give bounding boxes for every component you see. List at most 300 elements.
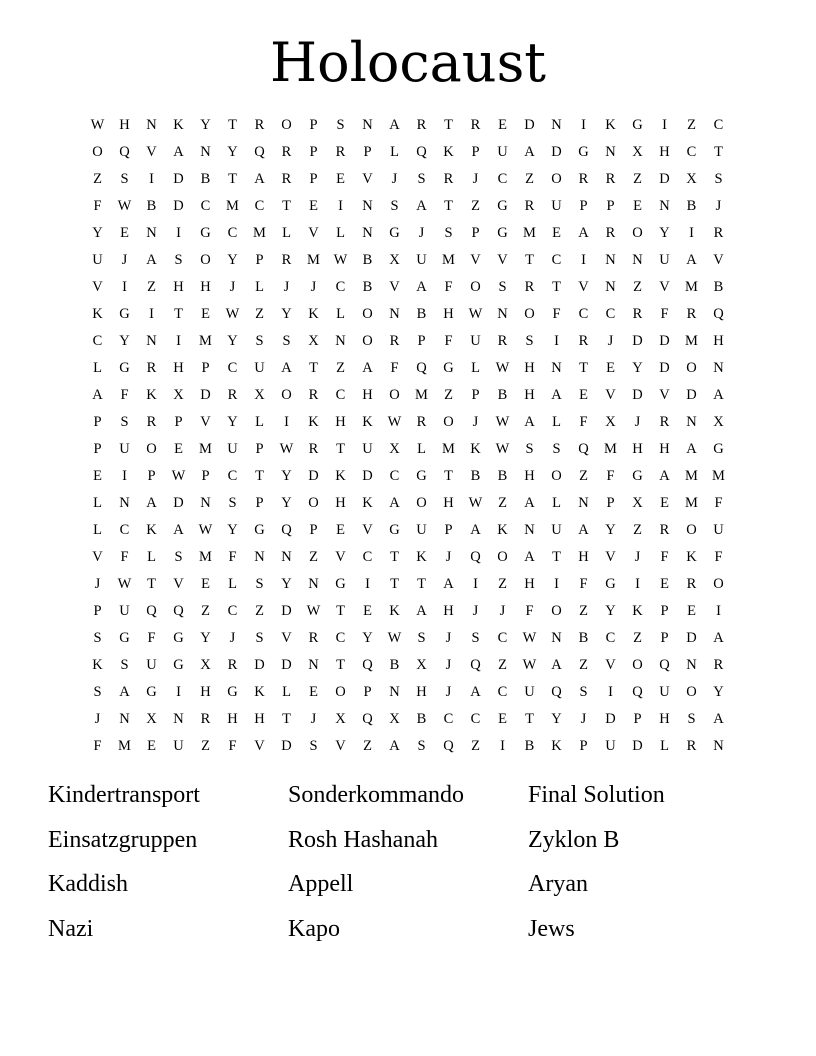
grid-letter: A — [443, 576, 454, 592]
grid-letter: H — [578, 549, 589, 565]
grid-letter: A — [551, 387, 562, 403]
grid-letter: Y — [119, 333, 130, 349]
grid-letter: V — [281, 630, 292, 646]
grid-letter: K — [173, 117, 184, 133]
grid-letter: V — [659, 387, 670, 403]
grid-letter: R — [659, 522, 670, 538]
grid-letter: D — [524, 117, 535, 133]
grid-letter: G — [443, 360, 454, 376]
grid-letter: O — [470, 279, 481, 295]
grid-letter: H — [659, 711, 670, 727]
word-list-item: Final Solution — [528, 782, 665, 808]
grid-letter: X — [200, 657, 211, 673]
grid-letter: K — [92, 657, 103, 673]
grid-letter: T — [525, 252, 534, 268]
grid-letter: S — [498, 279, 507, 295]
grid-letter: S — [579, 684, 588, 700]
grid-letter: D — [281, 657, 292, 673]
grid-letter: S — [444, 225, 453, 241]
grid-letter: C — [605, 630, 616, 646]
grid-letter: Y — [227, 144, 238, 160]
grid-letter: P — [363, 684, 372, 700]
grid-letter: E — [147, 738, 156, 754]
grid-letter: K — [146, 387, 157, 403]
grid-letter: D — [551, 144, 562, 160]
grid-letter: P — [309, 144, 318, 160]
grid-letter: W — [117, 576, 132, 592]
grid-letter: P — [633, 711, 642, 727]
grid-letter: U — [92, 252, 103, 268]
grid-letter: Y — [605, 603, 616, 619]
grid-letter: K — [362, 414, 373, 430]
grid-letter: R — [281, 252, 292, 268]
grid-letter: U — [551, 198, 562, 214]
grid-letter: U — [605, 738, 616, 754]
grid-letter: A — [686, 441, 697, 457]
grid-letter: V — [146, 144, 157, 160]
grid-letter: D — [659, 171, 670, 187]
grid-letter: C — [335, 630, 346, 646]
grid-letter: F — [93, 738, 102, 754]
grid-letter: Z — [255, 306, 264, 322]
grid-letter: I — [365, 576, 370, 592]
grid-letter: G — [497, 198, 508, 214]
word-list-item: Nazi — [48, 915, 94, 942]
grid-letter: L — [255, 279, 264, 295]
grid-letter: W — [495, 360, 510, 376]
grid-letter: I — [716, 603, 721, 619]
grid-letter: O — [632, 225, 643, 241]
grid-letter: V — [92, 549, 103, 565]
grid-letter: R — [416, 414, 427, 430]
grid-letter: G — [389, 522, 400, 538]
word-list-item: Aryan — [528, 871, 588, 897]
grid-letter: J — [283, 279, 290, 295]
grid-letter: M — [199, 333, 212, 349]
grid-letter: W — [225, 306, 240, 322]
grid-letter: W — [333, 252, 348, 268]
grid-letter: D — [659, 333, 670, 349]
grid-letter: J — [445, 630, 452, 646]
word-list — [48, 777, 768, 955]
grid-letter: E — [336, 171, 345, 187]
grid-letter: C — [443, 711, 454, 727]
grid-letter: C — [227, 603, 238, 619]
grid-letter: A — [713, 630, 724, 646]
grid-letter: S — [174, 252, 183, 268]
grid-letter: L — [228, 576, 237, 592]
grid-letter: O — [389, 387, 400, 403]
grid-letter: H — [416, 684, 427, 700]
grid-letter: A — [173, 522, 184, 538]
grid-letter: P — [417, 333, 426, 349]
grid-letter: V — [497, 252, 508, 268]
grid-letter: M — [199, 549, 212, 565]
grid-letter: F — [120, 549, 129, 565]
grid-letter: J — [229, 630, 236, 646]
grid-letter: O — [551, 603, 562, 619]
word-list-item: Rosh Hashanah — [288, 826, 438, 853]
grid-letter: O — [443, 414, 454, 430]
grid-letter: M — [685, 468, 698, 484]
grid-letter: Z — [498, 657, 507, 673]
grid-letter: X — [632, 144, 643, 160]
grid-letter: L — [552, 495, 561, 511]
grid-letter: H — [713, 333, 724, 349]
grid-letter: I — [581, 252, 586, 268]
grid-letter: M — [523, 225, 536, 241]
grid-letter: K — [416, 549, 427, 565]
grid-letter: W — [387, 630, 402, 646]
grid-letter: U — [146, 657, 157, 673]
grid-letter: A — [551, 657, 562, 673]
grid-letter: Z — [201, 738, 210, 754]
grid-letter: C — [335, 279, 346, 295]
grid-letter: M — [685, 279, 698, 295]
grid-letter: B — [362, 252, 373, 268]
grid-letter: K — [632, 603, 643, 619]
grid-letter: R — [146, 414, 157, 430]
grid-letter: J — [472, 603, 479, 619]
grid-letter: I — [176, 333, 181, 349]
grid-letter: E — [687, 603, 696, 619]
grid-letter: U — [119, 603, 130, 619]
grid-letter: O — [362, 333, 373, 349]
grid-letter: R — [254, 117, 265, 133]
grid-letter: P — [147, 468, 156, 484]
grid-letter: Q — [173, 603, 184, 619]
grid-letter: X — [173, 387, 184, 403]
grid-letter: D — [173, 198, 184, 214]
grid-letter: N — [551, 117, 562, 133]
grid-letter: J — [229, 279, 236, 295]
grid-letter: N — [686, 657, 697, 673]
grid-letter: C — [713, 117, 724, 133]
grid-letter: A — [281, 360, 292, 376]
grid-letter: R — [389, 333, 400, 349]
grid-letter: H — [443, 306, 454, 322]
grid-letter: I — [149, 171, 154, 187]
grid-letter: J — [418, 225, 425, 241]
grid-letter: J — [499, 603, 506, 619]
grid-letter: F — [390, 360, 399, 376]
grid-letter: U — [227, 441, 238, 457]
grid-letter: E — [552, 225, 561, 241]
grid-letter: K — [497, 522, 508, 538]
grid-letter: Y — [281, 468, 292, 484]
grid-letter: D — [200, 387, 211, 403]
grid-letter: S — [120, 414, 129, 430]
grid-letter: K — [146, 522, 157, 538]
grid-letter: X — [632, 495, 643, 511]
grid-letter: R — [227, 657, 238, 673]
grid-letter: R — [416, 117, 427, 133]
grid-letter: J — [121, 252, 128, 268]
grid-letter: Y — [227, 333, 238, 349]
grid-letter: I — [500, 738, 505, 754]
grid-letter: O — [416, 495, 427, 511]
grid-letter: B — [362, 279, 373, 295]
grid-letter: A — [173, 144, 184, 160]
grid-letter: U — [470, 333, 481, 349]
grid-letter: N — [281, 549, 292, 565]
grid-letter: A — [389, 117, 400, 133]
grid-letter: K — [551, 738, 562, 754]
grid-letter: F — [444, 279, 453, 295]
grid-letter: H — [335, 414, 346, 430]
grid-letter: R — [281, 171, 292, 187]
grid-letter: H — [200, 684, 211, 700]
grid-letter: P — [444, 522, 453, 538]
grid-letter: L — [93, 522, 102, 538]
grid-letter: I — [554, 576, 559, 592]
grid-letter: B — [524, 738, 535, 754]
grid-letter: O — [92, 144, 103, 160]
grid-letter: A — [524, 414, 535, 430]
grid-letter: C — [227, 225, 238, 241]
grid-letter: J — [445, 657, 452, 673]
grid-letter: T — [228, 117, 237, 133]
grid-letter: T — [309, 360, 318, 376]
grid-letter: Y — [200, 117, 211, 133]
grid-letter: X — [713, 414, 724, 430]
grid-letter: H — [173, 279, 184, 295]
grid-letter: G — [605, 576, 616, 592]
word-list-item: Zyklon B — [528, 826, 620, 853]
grid-letter: B — [686, 198, 697, 214]
grid-letter: M — [226, 198, 239, 214]
grid-letter: H — [227, 711, 238, 727]
grid-letter: P — [255, 441, 264, 457]
grid-letter: S — [390, 198, 399, 214]
grid-letter: V — [659, 279, 670, 295]
grid-letter: G — [578, 144, 589, 160]
grid-letter: I — [176, 225, 181, 241]
grid-letter: V — [362, 522, 373, 538]
grid-letter: S — [309, 738, 318, 754]
grid-letter: Q — [578, 441, 589, 457]
grid-letter: A — [713, 711, 724, 727]
grid-letter: D — [686, 387, 697, 403]
grid-letter: K — [92, 306, 103, 322]
grid-letter: P — [660, 603, 669, 619]
grid-letter: I — [149, 306, 154, 322]
grid-letter: V — [470, 252, 481, 268]
grid-letter: S — [336, 117, 345, 133]
grid-letter: Y — [227, 414, 238, 430]
grid-letter: C — [497, 684, 508, 700]
grid-letter: T — [336, 657, 345, 673]
grid-letter: P — [174, 414, 183, 430]
grid-letter: M — [253, 225, 266, 241]
grid-letter: W — [198, 522, 213, 538]
grid-letter: N — [362, 117, 373, 133]
grid-letter: D — [632, 738, 643, 754]
grid-letter: G — [173, 630, 184, 646]
grid-letter: S — [417, 171, 426, 187]
grid-letter: C — [227, 360, 238, 376]
grid-letter: X — [146, 711, 157, 727]
grid-letter: F — [579, 414, 588, 430]
grid-letter: L — [336, 306, 345, 322]
grid-letter: S — [255, 576, 264, 592]
grid-letter: N — [686, 414, 697, 430]
grid-letter: Z — [579, 603, 588, 619]
grid-letter: N — [605, 144, 616, 160]
grid-letter: V — [335, 738, 346, 754]
grid-letter: V — [335, 549, 346, 565]
grid-letter: J — [391, 171, 398, 187]
grid-letter: T — [552, 549, 561, 565]
word-search-grid — [84, 112, 732, 760]
grid-letter: I — [689, 225, 694, 241]
grid-letter: Y — [92, 225, 103, 241]
grid-letter: J — [472, 171, 479, 187]
grid-letter: Z — [498, 495, 507, 511]
grid-letter: O — [308, 495, 319, 511]
grid-letter: I — [284, 414, 289, 430]
grid-letter: A — [686, 252, 697, 268]
grid-letter: S — [93, 684, 102, 700]
grid-letter: N — [308, 576, 319, 592]
grid-letter: R — [335, 144, 346, 160]
grid-letter: S — [255, 630, 264, 646]
grid-letter: R — [308, 387, 319, 403]
grid-letter: D — [362, 468, 373, 484]
grid-letter: T — [174, 306, 183, 322]
grid-letter: M — [604, 441, 617, 457]
word-list-item: Einsatzgruppen — [48, 826, 198, 853]
grid-letter: N — [146, 117, 157, 133]
grid-letter: A — [578, 225, 589, 241]
grid-letter: P — [660, 630, 669, 646]
grid-letter: Z — [444, 387, 453, 403]
grid-letter: M — [118, 738, 131, 754]
word-list-item: Sonderkommando — [288, 782, 464, 808]
grid-letter: S — [120, 171, 129, 187]
grid-letter: V — [308, 225, 319, 241]
grid-letter: E — [309, 684, 318, 700]
grid-letter: C — [92, 333, 103, 349]
grid-letter: Z — [498, 576, 507, 592]
grid-letter: M — [307, 252, 320, 268]
grid-letter: W — [279, 441, 294, 457]
grid-letter: R — [281, 144, 292, 160]
word-list-item: Jews — [528, 915, 575, 942]
grid-letter: G — [146, 684, 157, 700]
grid-letter: O — [713, 576, 724, 592]
grid-letter: E — [120, 225, 129, 241]
grid-letter: G — [713, 441, 724, 457]
grid-letter: T — [444, 198, 453, 214]
grid-letter: U — [362, 441, 373, 457]
grid-letter: Z — [633, 279, 642, 295]
grid-letter: J — [310, 279, 317, 295]
grid-letter: Y — [362, 630, 373, 646]
grid-letter: M — [442, 441, 455, 457]
grid-letter: U — [524, 684, 535, 700]
grid-letter: D — [254, 657, 265, 673]
grid-letter: C — [119, 522, 130, 538]
grid-letter: Z — [93, 171, 102, 187]
grid-letter: C — [254, 198, 265, 214]
grid-letter: F — [660, 549, 669, 565]
grid-letter: O — [146, 441, 157, 457]
grid-letter: S — [174, 549, 183, 565]
grid-letter: B — [416, 306, 427, 322]
grid-letter: I — [554, 333, 559, 349]
grid-letter: X — [308, 333, 319, 349]
grid-letter: P — [471, 144, 480, 160]
grid-letter: F — [606, 468, 615, 484]
grid-letter: D — [659, 360, 670, 376]
grid-letter: B — [146, 198, 157, 214]
grid-letter: R — [146, 360, 157, 376]
grid-letter: P — [309, 117, 318, 133]
grid-letter: N — [146, 333, 157, 349]
grid-letter: A — [416, 198, 427, 214]
grid-letter: G — [335, 576, 346, 592]
grid-letter: N — [497, 306, 508, 322]
grid-letter: J — [607, 333, 614, 349]
grid-letter: R — [308, 441, 319, 457]
grid-letter: D — [281, 738, 292, 754]
grid-letter: F — [120, 387, 129, 403]
grid-letter: A — [389, 495, 400, 511]
grid-letter: H — [524, 576, 535, 592]
grid-letter: Y — [227, 522, 238, 538]
grid-letter: M — [685, 495, 698, 511]
grid-letter: B — [389, 657, 400, 673]
grid-letter: F — [552, 306, 561, 322]
grid-letter: N — [551, 360, 562, 376]
grid-letter: J — [472, 414, 479, 430]
grid-letter: S — [714, 171, 723, 187]
grid-letter: N — [578, 495, 589, 511]
grid-letter: H — [254, 711, 265, 727]
grid-letter: T — [525, 711, 534, 727]
grid-letter: R — [227, 387, 238, 403]
grid-letter: T — [552, 279, 561, 295]
grid-letter: R — [632, 306, 643, 322]
grid-letter: N — [389, 684, 400, 700]
grid-letter: O — [362, 306, 373, 322]
grid-letter: X — [389, 441, 400, 457]
grid-letter: Z — [579, 468, 588, 484]
grid-letter: Z — [336, 360, 345, 376]
grid-letter: V — [200, 414, 211, 430]
grid-letter: D — [281, 603, 292, 619]
grid-letter: A — [389, 738, 400, 754]
word-list-item: Kaddish — [48, 871, 128, 897]
grid-letter: O — [686, 360, 697, 376]
grid-letter: R — [524, 279, 535, 295]
grid-letter: A — [470, 684, 481, 700]
grid-letter: N — [335, 333, 346, 349]
grid-letter: G — [389, 225, 400, 241]
grid-letter: L — [282, 225, 291, 241]
grid-letter: A — [713, 387, 724, 403]
grid-letter: R — [605, 225, 616, 241]
grid-letter: M — [199, 441, 212, 457]
grid-letter: L — [552, 414, 561, 430]
grid-letter: T — [228, 171, 237, 187]
grid-letter: N — [389, 306, 400, 322]
grid-letter: Y — [605, 522, 616, 538]
grid-letter: N — [605, 252, 616, 268]
grid-letter: S — [525, 441, 534, 457]
grid-letter: U — [173, 738, 184, 754]
